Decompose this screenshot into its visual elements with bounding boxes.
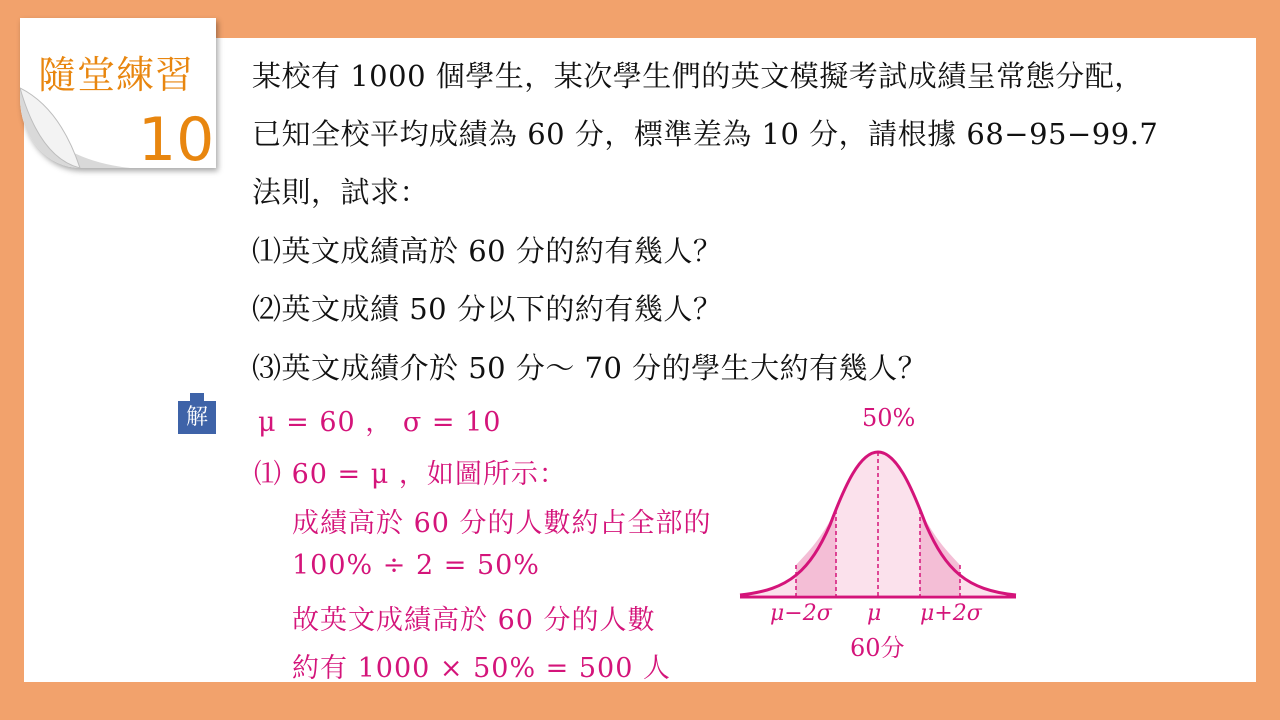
solution-line-2: 成績高於 60 分的人數約占全部的 [292,508,712,539]
question-part-2: ⑵英文成績 50 分以下的約有幾人？ [252,292,723,326]
question-line-2: 已知全校平均成績為 60 分，標準差為 10 分，請根據 68−95−99.7 [252,117,1159,151]
solution-line-4: 故英文成績高於 60 分的人數 [292,605,656,636]
figure-top-label: 50% [862,404,916,432]
tick-mean: μ [867,601,882,626]
tick-minus-2sigma: μ−2σ [770,601,832,626]
question-line-3: 法則，試求： [252,175,430,209]
tick-plus-2sigma: μ+2σ [920,601,982,626]
solution-label: 解 [178,401,216,434]
mean-value-label: 60分 [850,634,905,662]
normal-curve-figure [730,440,1030,610]
solution-line-1: ⑴ 60 = μ ，如圖所示： [254,459,567,490]
badge-title: 隨堂練習 [38,53,195,97]
solution-line-3: 100% ÷ 2 = 50% [292,550,540,581]
badge-number: 10 [138,105,215,168]
exercise-badge [20,18,216,168]
question-part-1: ⑴英文成績高於 60 分的約有幾人？ [252,234,723,268]
question-part-3: ⑶英文成績介於 50 分～ 70 分的學生大約有幾人？ [252,351,928,385]
question-line-1: 某校有 1000 個學生，某次學生們的英文模擬考試成績呈常態分配， [252,59,1144,93]
solution-line-5: 約有 1000 × 50% = 500 人 [292,653,672,684]
solution-given: μ = 60 ， σ = 10 [258,407,502,438]
